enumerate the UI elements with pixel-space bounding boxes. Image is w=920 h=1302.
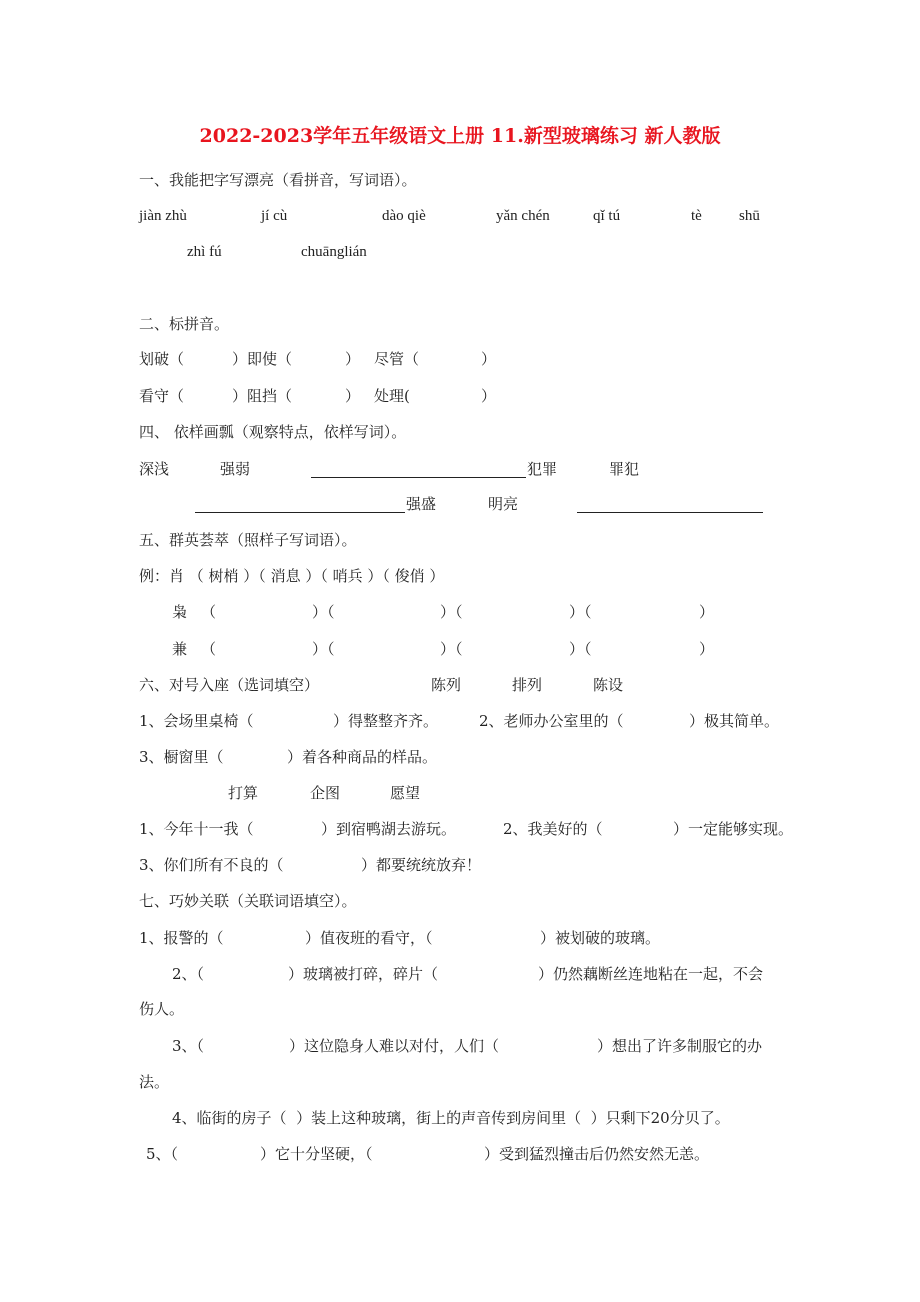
s2-row1-e: ） (481, 350, 497, 368)
choice-word: 企图 (310, 784, 341, 802)
s6-q6-end: ）都要统统放弃！ (361, 856, 482, 874)
paren: ）（ (569, 640, 592, 658)
s4-word-2: 强弱 (220, 460, 251, 478)
s4-word-4: 罪犯 (609, 460, 640, 478)
s7-l2-d: 伤人。 (139, 1000, 185, 1018)
s2-row1-c: ） (345, 350, 361, 368)
s7-l1-c: ）被划破的玻璃。 (540, 929, 661, 947)
s7-l5-a: 5、（ (146, 1145, 179, 1163)
s4-word-6: 明亮 (488, 495, 519, 513)
s7-l1-b: ）值夜班的看守，（ (305, 929, 433, 947)
s2-row2-c: ） (345, 387, 361, 405)
section-2-heading: 二、标拼音。 (139, 315, 230, 333)
pinyin-9: chuānglián (301, 244, 367, 260)
s6-q1-end: ）得整整齐齐。 (333, 712, 439, 730)
answer-line[interactable] (311, 477, 526, 478)
pinyin-2: jí cù (261, 208, 288, 224)
s7-l2-c: ）仍然藕断丝连地粘在一起，不会 (538, 965, 764, 983)
s6-q6: 3、你们所有不良的（ (139, 856, 284, 874)
s4-word-3: 犯罪 (527, 460, 558, 478)
pinyin-7: shū (739, 208, 760, 224)
answer-line[interactable] (577, 512, 763, 513)
section-4-heading: 四、 依样画瓢（观察特点，依样写词）。 (139, 423, 407, 441)
s7-l5-b: ）它十分坚硬，（ (260, 1145, 373, 1163)
s6-q2: 2、老师办公室里的（ (479, 712, 624, 730)
s2-row2-d: 处理( (374, 387, 410, 405)
s7-l2-a: 2、（ (172, 965, 205, 983)
s4-word-1: 深浅 (139, 460, 170, 478)
s2-row1-a: 划破（ (139, 350, 185, 368)
s7-l3-b: ）这位隐身人难以对付，人们（ (289, 1037, 500, 1055)
choice-word: 陈列 (431, 676, 462, 694)
s7-l1-a: 1、报警的（ (139, 929, 224, 947)
pinyin-3: dào qiè (382, 208, 426, 224)
paren: ）（ (440, 603, 463, 621)
s7-l4: 4、临街的房子（ ）装上这种玻璃，街上的声音传到房间里（ ）只剩下20分贝了。 (172, 1109, 730, 1127)
paren: ） (699, 640, 715, 658)
pinyin-6: tè (691, 208, 702, 224)
choice-word: 愿望 (390, 784, 421, 802)
section-5-heading: 五、群英荟萃（照样子写词语）。 (139, 531, 357, 549)
s6-q3-end: ）着各种商品的样品。 (287, 748, 438, 766)
s2-row1-d: 尽管（ (374, 350, 420, 368)
s2-row2-e: ） (481, 387, 497, 405)
paren: （ (201, 640, 217, 658)
s7-l5-c: ）受到猛烈撞击后仍然安然无恙。 (484, 1145, 710, 1163)
s5-char-2: 兼 (172, 640, 188, 658)
s4-word-5: 强盛 (406, 495, 437, 513)
paren: ）（ (312, 603, 335, 621)
page-title: 2022-2023学年五年级语文上册 11.新型玻璃练习 新人教版 (199, 125, 721, 147)
section-1-heading: 一、我能把字写漂亮（看拼音，写词语）。 (139, 171, 417, 189)
paren: （ (201, 603, 217, 621)
pinyin-8: zhì fú (187, 244, 222, 260)
pinyin-1: jiàn zhù (139, 208, 187, 224)
s5-char-1: 枭 (172, 603, 188, 621)
s7-l3-a: 3、（ (172, 1037, 205, 1055)
s6-q5-end: ）一定能够实现。 (673, 820, 794, 838)
answer-line[interactable] (195, 512, 405, 513)
choice-word: 排列 (512, 676, 543, 694)
s5-example: 例：肖 （ 树梢 ）（ 消息 ）（ 哨兵 ）（ 俊俏 ） (139, 567, 445, 585)
s6-q5: 2、我美好的（ (503, 820, 603, 838)
s6-q4-end: ）到宿鸭湖去游玩。 (321, 820, 457, 838)
s2-row1-b: ）即使（ (232, 350, 293, 368)
s6-q1: 1、会场里桌椅（ (139, 712, 254, 730)
s7-l2-b: ）玻璃被打碎，碎片（ (288, 965, 439, 983)
choice-word: 陈设 (593, 676, 624, 694)
section-7-heading: 七、巧妙关联（关联词语填空）。 (139, 892, 357, 910)
s7-l3-d: 法。 (139, 1073, 170, 1091)
s2-row2-b: ）阻挡（ (232, 387, 293, 405)
section-6-heading: 六、对号入座（选词填空） (139, 676, 320, 694)
choice-word: 打算 (228, 784, 259, 802)
pinyin-5: qǐ tú (593, 208, 621, 224)
s6-q4: 1、今年十一我（ (139, 820, 254, 838)
s7-l3-c: ）想出了许多制服它的办 (597, 1037, 763, 1055)
s6-q3: 3、橱窗里（ (139, 748, 224, 766)
paren: ）（ (440, 640, 463, 658)
pinyin-4: yǎn chén (496, 208, 550, 224)
paren: ）（ (312, 640, 335, 658)
paren: ） (699, 603, 715, 621)
s2-row2-a: 看守（ (139, 387, 185, 405)
paren: ）（ (569, 603, 592, 621)
s6-q2-end: ）极其简单。 (689, 712, 780, 730)
